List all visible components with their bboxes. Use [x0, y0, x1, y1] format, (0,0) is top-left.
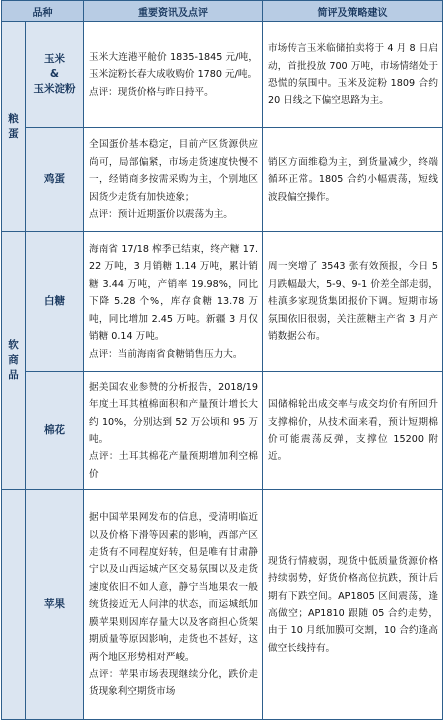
advice-egg: 销区方面维稳为主，到货量减少，终端循环正常。1805 合约小幅震荡，短线波段偏空操作。 — [263, 128, 443, 232]
table-row — [2, 372, 443, 490]
header-category: 品种 — [2, 1, 84, 22]
commodity-table — [1, 0, 443, 720]
category-blank — [2, 490, 26, 720]
variety-cotton: 棉花 — [26, 372, 84, 490]
info-sugar: 海南省 17/18 榨季已结束，终产糖 17.22 万吨，3 月销糖 1.14 万吨，累计销糖 3.44 万吨，产销率 19.98%，同比下降 5.28 个%，库存食糖 13.78 万吨，同比增加 2.45 万吨。新疆 3 月仅销糖 0.14 万吨。 点评：当前海南省食糖销售压力大。 — [84, 232, 263, 372]
info-apple: 据中国苹果网发布的信息，受清明临近以及价格下滑等因素的影响，西部产区走货有不同程度好转，但是唯有甘肃静宁以及山西运城产区交易氛围以及走货速度依旧不如人意，静宁当地果农一般统货接近无人问津的状态，而运城纸加膜苹果则因库存量大以及客商担心货架期质量等原因影响，走货也不甚好，这两个地区形势相对严峻。 点评：苹果市场表现继续分化，跌价走货现象利空期货市场 — [84, 490, 263, 720]
variety-corn: 玉米 & 玉米淀粉 — [26, 22, 84, 128]
info-egg: 全国蛋价基本稳定，目前产区货源供应尚可，局部偏紧，市场走货速度快慢不一，经销商多按需采购为主，个别地区因货少走货有加快迹象； 点评：预计近期蛋价以震荡为主。 — [84, 128, 263, 232]
advice-apple: 现货行情疲弱，现货中低质量货源价格持续弱势，好货价格高位抗跌，预计后期有下跌空间。AP1805 区间震荡，逢高做空；AP1810 跟随 05 合约走势，由于 10 月纸加膜可交割，10 合约逢高做空长线持有。 — [263, 490, 443, 720]
info-cotton: 据美国农业参赞的分析报告，2018/19 年度土耳其植棉面积和产量预计增长大约 10%，分别达到 52 万公顷和 95 万吨。 点评：土耳其棉花产量预期增加利空棉价 — [84, 372, 263, 490]
variety-egg: 鸡蛋 — [26, 128, 84, 232]
advice-corn: 市场传言玉米临储拍卖将于 4 月 8 日启动，首批投放 700 万吨，市场情绪处于恐慌的氛围中。玉米及淀粉 1809 合约 20 日线之下偏空思路为主。 — [263, 22, 443, 128]
advice-sugar: 周一突增了 3543 张有效预报，今日 5 月跌幅最大，5-9、9-1 价差全部走弱，桂滇多家现货集团报价下调。短期市场氛围依旧很弱，关注蔗糖主产省 3 月产销数据公布。 — [263, 232, 443, 372]
table-header-row — [2, 1, 443, 22]
variety-sugar: 白糖 — [26, 232, 84, 372]
header-advice: 简评及策略建议 — [263, 1, 443, 22]
category-grain-egg: 粮 蛋 — [2, 22, 26, 232]
header-info: 重要资讯及点评 — [84, 1, 263, 22]
category-soft-commodity: 软 商 品 — [2, 232, 26, 490]
table-row — [2, 22, 443, 128]
advice-cotton: 国储棉轮出成交率与成交均价有所回升支撑棉价，从技术面来看，预计短期棉价可能震荡反弹，支撑位 15200 附近。 — [263, 372, 443, 490]
table-row — [2, 232, 443, 372]
info-corn: 玉米大连港平舱价 1835-1845 元/吨，玉米淀粉长春大成收购价 1780 元/吨。 点评：现货价格与昨日持平。 — [84, 22, 263, 128]
table-row — [2, 490, 443, 720]
table-row — [2, 128, 443, 232]
variety-apple: 苹果 — [26, 490, 84, 720]
